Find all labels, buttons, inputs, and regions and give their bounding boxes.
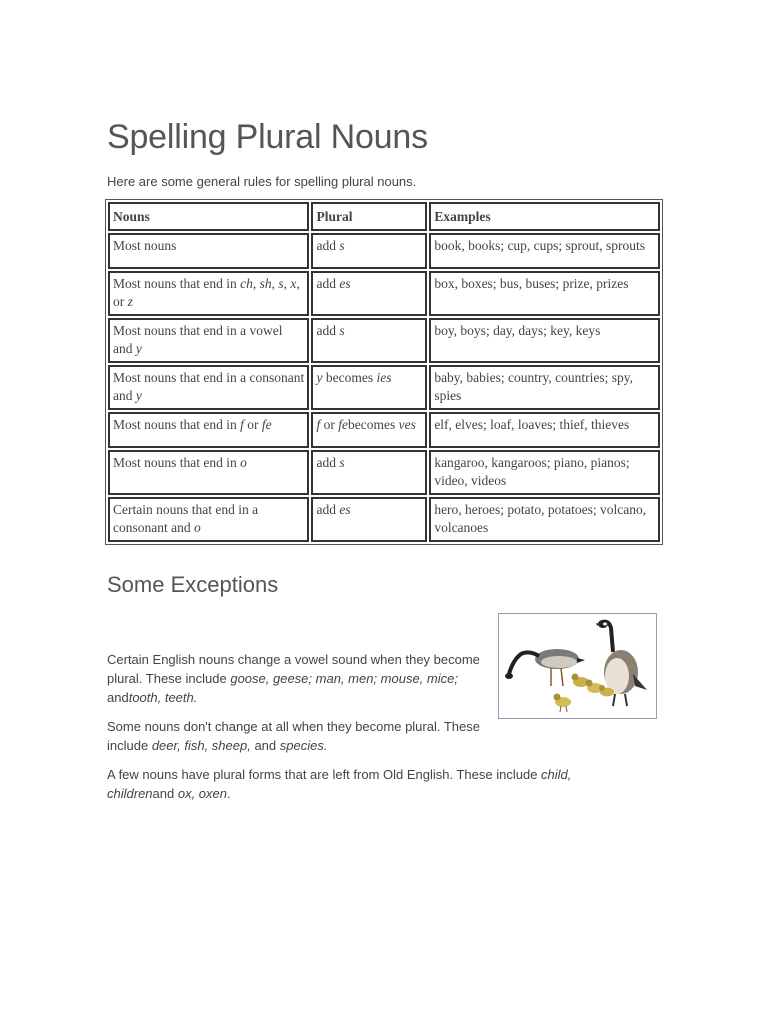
rule-nouns-cell: Most nouns that end in f or fe	[108, 412, 309, 448]
geese-image	[498, 613, 657, 719]
rule-plural-cell: add s	[311, 233, 427, 269]
section-title-exceptions: Some Exceptions	[107, 572, 279, 597]
rule-plural-cell: add s	[311, 318, 427, 363]
intro-text: Here are some general rules for spelling plural nouns.	[107, 174, 417, 189]
header-plural: Plural	[311, 202, 427, 231]
rule-examples-cell: baby, babies; country, countries; spy, spies	[429, 365, 660, 410]
rule-examples-cell: elf, elves; loaf, loaves; thief, thieves	[429, 412, 660, 448]
table-row	[108, 233, 660, 269]
page-title: Spelling Plural Nouns	[107, 118, 428, 156]
header-examples: Examples	[429, 202, 660, 231]
table-row	[108, 497, 660, 542]
table-row	[108, 365, 660, 410]
exceptions-paragraph-no-change: Some nouns don't change at all when they become plural. These include deer, fish, sheep, and species.	[107, 719, 480, 753]
rule-nouns-cell: Most nouns that end in a vowel and y	[108, 318, 309, 363]
rule-plural-cell: add s	[311, 450, 427, 495]
table-row	[108, 412, 660, 448]
table-header-row	[108, 202, 660, 231]
rule-examples-cell: kangaroo, kangaroos; piano, pianos; video, videos	[429, 450, 660, 495]
rule-nouns-cell: Most nouns	[108, 233, 309, 269]
table-row	[108, 271, 660, 316]
rule-plural-cell: add es	[311, 271, 427, 316]
plural-rules-table	[105, 199, 663, 545]
rule-nouns-cell: Certain nouns that end in a consonant and o	[108, 497, 309, 542]
rule-examples-cell: book, books; cup, cups; sprout, sprouts	[429, 233, 660, 269]
geese-illustration	[499, 614, 656, 718]
rule-nouns-cell: Most nouns that end in ch, sh, s, x, or z	[108, 271, 309, 316]
rule-plural-cell: f or febecomes ves	[311, 412, 427, 448]
rule-examples-cell: boy, boys; day, days; key, keys	[429, 318, 660, 363]
rule-plural-cell: add es	[311, 497, 427, 542]
rule-nouns-cell: Most nouns that end in o	[108, 450, 309, 495]
rule-plural-cell: y becomes ies	[311, 365, 427, 410]
exceptions-paragraph-old-english: A few nouns have plural forms that are left from Old English. These include child, childrenand ox, oxen.	[107, 767, 572, 801]
exceptions-paragraph-vowel-change: Certain English nouns change a vowel sound when they become plural. These include goose, geese; man, men; mouse, mice; andtooth, teeth.	[107, 652, 480, 705]
table-row	[108, 450, 660, 495]
rule-examples-cell: box, boxes; bus, buses; prize, prizes	[429, 271, 660, 316]
rule-examples-cell: hero, heroes; potato, potatoes; volcano, volcanoes	[429, 497, 660, 542]
rule-nouns-cell: Most nouns that end in a consonant and y	[108, 365, 309, 410]
header-nouns: Nouns	[108, 202, 309, 231]
table-row	[108, 318, 660, 363]
